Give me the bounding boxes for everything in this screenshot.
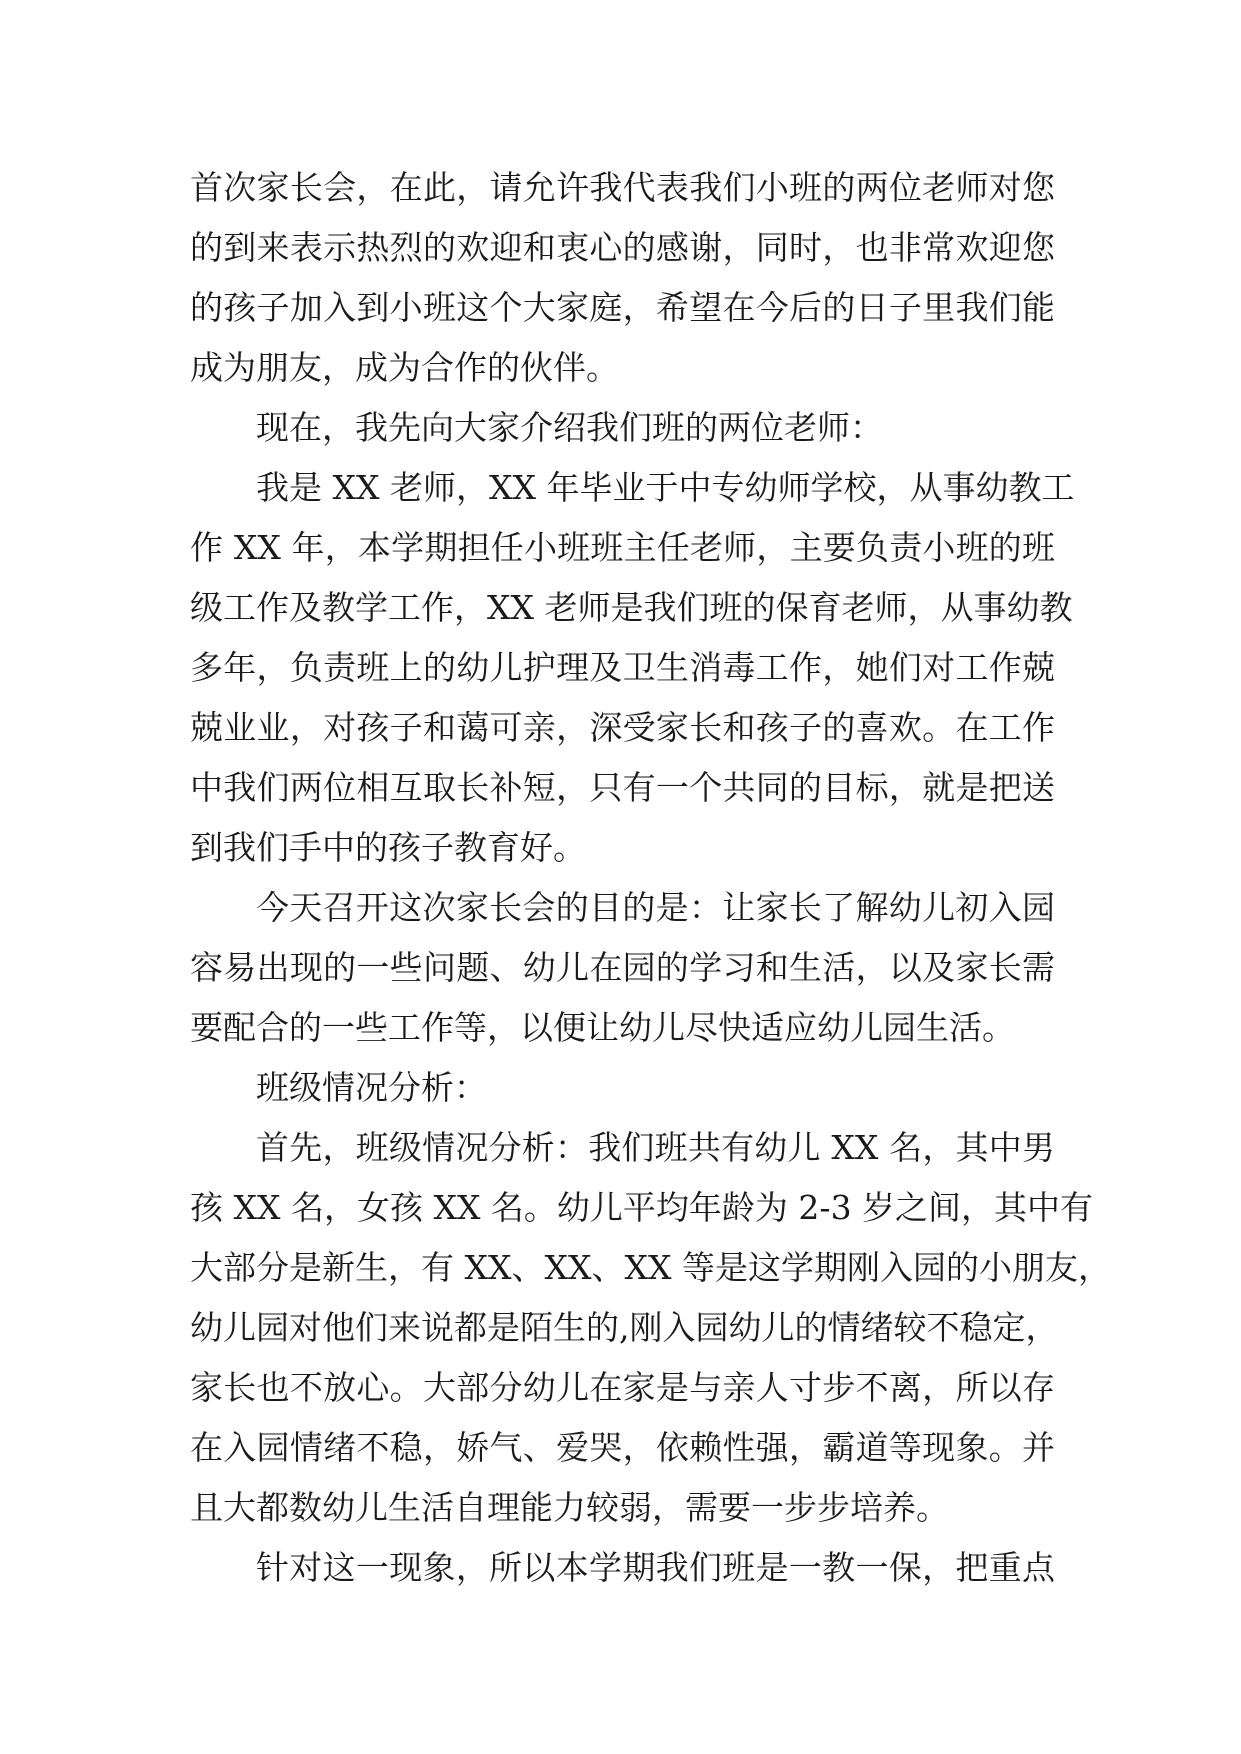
text-line: 班级情况分析： [256,1068,487,1107]
text-line: 多年，负责班上的幼儿护理及卫生消毒工作，她们对工作兢 [190,648,1055,687]
text-line: 幼儿园对他们来说都是陌生的,刚入园幼儿的情绪较不稳定， [190,1308,1059,1347]
text-line: 针对这一现象，所以本学期我们班是一教一保，把重点 [256,1548,1055,1587]
text-line: 首次家长会，在此，请允许我代表我们小班的两位老师对您 [190,168,1055,207]
text-line: 容易出现的一些问题、幼儿在园的学习和生活，以及家长需 [190,948,1055,987]
text-line: 现在，我先向大家介绍我们班的两位老师： [256,408,883,447]
text-line: 首先，班级情况分析：我们班共有幼儿 XX 名，其中男 [256,1128,1055,1167]
text-line: 孩 XX 名，女孩 XX 名。幼儿平均年龄为 2-3 岁之间，其中有 [190,1188,1094,1227]
text-line: 成为朋友，成为合作的伙伴。 [190,348,619,387]
text-line: 中我们两位相互取长补短，只有一个共同的目标，就是把送 [190,768,1055,807]
text-line: 且大都数幼儿生活自理能力较弱，需要一步步培养。 [190,1488,949,1527]
text-line: 家长也不放心。大部分幼儿在家是与亲人寸步不离，所以存 [190,1368,1055,1407]
text-line: 到我们手中的孩子教育好。 [190,828,586,867]
text-line: 级工作及教学工作，XX 老师是我们班的保育老师，从事幼教 [190,588,1073,627]
text-line: 今天召开这次家长会的目的是：让家长了解幼儿初入园 [256,888,1055,927]
text-line: 在入园情绪不稳，娇气、爱哭，依赖性强，霸道等现象。并 [190,1428,1055,1467]
text-line: 的到来表示热烈的欢迎和衷心的感谢，同时，也非常欢迎您 [190,228,1055,267]
text-line: 要配合的一些工作等，以便让幼儿尽快适应幼儿园生活。 [190,1008,1015,1047]
document-body [190,158,1111,1598]
text-line: 兢业业，对孩子和蔼可亲，深受家长和孩子的喜欢。在工作 [190,708,1055,747]
text-line: 的孩子加入到小班这个大家庭，希望在今后的日子里我们能 [190,288,1055,327]
text-line: 大部分是新生，有 XX、XX、XX 等是这学期刚入园的小朋友， [190,1248,1111,1287]
text-line: 作 XX 年，本学期担任小班班主任老师，主要负责小班的班 [190,528,1055,567]
text-line: 我是 XX 老师，XX 年毕业于中专幼师学校，从事幼教工 [256,468,1075,507]
